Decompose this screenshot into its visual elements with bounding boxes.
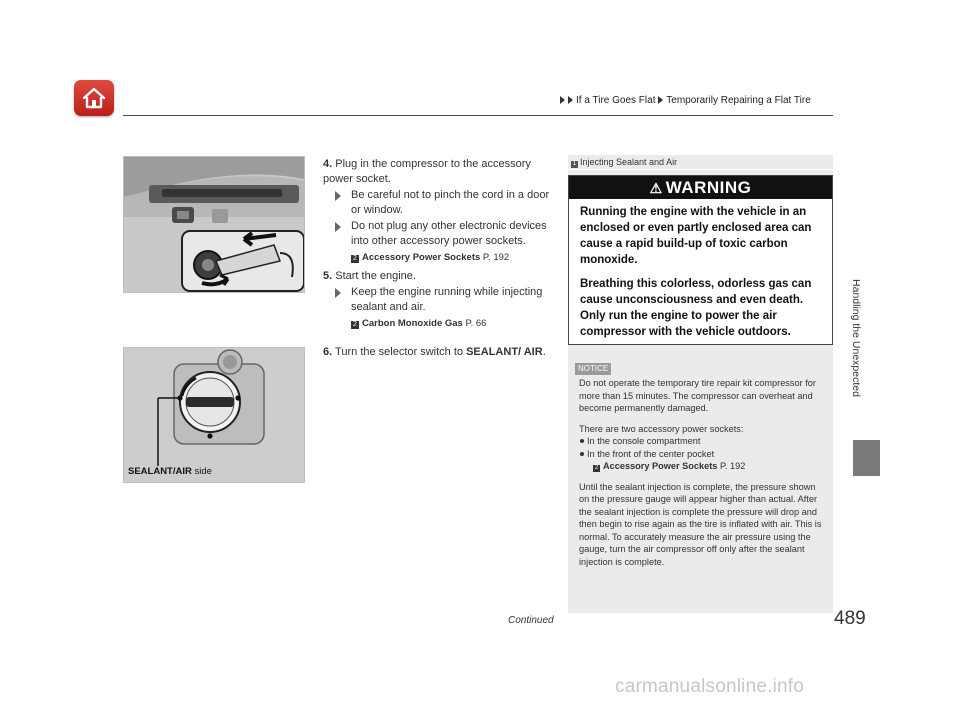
warning-paragraph: Running the engine with the vehicle in an enclosed or even partly enclosed area can cause a rapid build-up of toxic carbon monoxide. (580, 206, 812, 266)
step-number: 5. (323, 270, 333, 282)
instruction-step-6 (323, 345, 553, 360)
arrow-icon (335, 222, 341, 232)
substep (323, 219, 553, 249)
section-tab (848, 220, 864, 460)
warning-icon: ⚠ (649, 180, 663, 196)
breadcrumb-arrow-icon (658, 96, 663, 104)
xref-page: P. 192 (717, 461, 746, 471)
arrow-icon (335, 191, 341, 201)
caption-term: SEALANT/AIR (128, 466, 192, 477)
cross-reference-link[interactable] (323, 316, 553, 331)
xref-page: P. 66 (462, 318, 487, 329)
step-6 (323, 345, 553, 360)
substep-text: Be careful not to pinch the cord in a door or window. (351, 189, 550, 216)
caption-text: side (191, 466, 212, 477)
notice-badge: NOTICE (575, 363, 611, 375)
instruction-steps (323, 157, 553, 331)
xref-page: P. 192 (480, 252, 510, 263)
list-item: In the front of the center pocket (579, 448, 825, 461)
watermark: carmanualsonline.info (615, 676, 805, 697)
xref-label: Accessory Power Sockets (362, 252, 481, 263)
sidebar-heading-text: Injecting Sealant and Air (580, 157, 678, 167)
breadcrumb-item[interactable]: Temporarily Repairing a Flat Tire (666, 95, 811, 106)
warning-paragraph: Breathing this colorless, odorless gas can cause unconsciousness and even death. Only run the engine to power the air compressor with the vehicle outdoors. (580, 278, 812, 338)
reference-icon: 2 (594, 465, 599, 471)
arrow-icon (335, 288, 341, 298)
sidebar-text (579, 377, 825, 576)
sidebar-heading (571, 157, 677, 168)
cross-reference-link[interactable] (579, 460, 825, 473)
step-text: Plug in the compressor to the accessory power socket. (323, 158, 531, 185)
step-text-end: . (542, 346, 546, 358)
selector-switch-illustration (123, 347, 305, 483)
xref-label: Carbon Monoxide Gas (362, 318, 463, 329)
substep-text: Do not plug any other electronic devices into other accessory power sockets. (351, 220, 547, 247)
notice-text: Do not operate the temporary tire repair kit compressor for more than 15 minutes. The compressor can overheat and become permanently damaged. (579, 378, 816, 413)
list-item: In the console compartment (579, 435, 825, 448)
sockets-intro: There are two accessory power sockets: (579, 423, 744, 434)
header-rule (123, 115, 833, 116)
breadcrumb-arrow-icon (568, 96, 573, 104)
section-marker[interactable] (853, 440, 880, 476)
home-icon (81, 85, 107, 111)
step-text: Start the engine. (335, 270, 416, 282)
warning-title: WARNING (665, 178, 752, 197)
step-term: SEALANT/ AIR (466, 346, 543, 358)
power-socket-illustration (123, 156, 305, 293)
step-4 (323, 157, 553, 187)
section-tab-label: Handling the Unexpected (850, 279, 862, 397)
step-text: Turn the selector switch to (335, 346, 467, 358)
warning-text (580, 204, 826, 348)
note-icon: 1 (572, 161, 577, 167)
breadcrumb (560, 95, 811, 106)
step-number: 6. (323, 346, 333, 358)
substep-text: Keep the engine running while injecting sealant and air. (351, 286, 543, 313)
sidebar-heading-rule (568, 169, 833, 170)
reference-icon: 2 (351, 255, 359, 263)
warning-header (569, 176, 832, 199)
substep (323, 285, 553, 315)
reference-icon: 2 (351, 321, 359, 329)
home-button[interactable] (74, 80, 114, 116)
step-number: 4. (323, 158, 333, 170)
cross-reference-link[interactable] (323, 250, 553, 265)
breadcrumb-arrow-icon (560, 96, 565, 104)
continued-label: Continued (508, 615, 554, 626)
xref-label: Accessory Power Sockets (603, 461, 718, 471)
breadcrumb-item[interactable]: If a Tire Goes Flat (576, 95, 656, 106)
page-number: 489 (834, 608, 866, 629)
closing-text: Until the sealant injection is complete, the pressure shown on the pressure gauge will appear higher than actual. After the sealant injection is complete the pressure will drop and then begin to rise again as the tire is inflated with air. This is normal. To accurately measure the air pressure using the gauge, turn the air compressor off only after the sealant injection is complete. (579, 481, 822, 567)
figure-caption (128, 466, 212, 477)
substep (323, 188, 553, 218)
step-5 (323, 269, 553, 284)
